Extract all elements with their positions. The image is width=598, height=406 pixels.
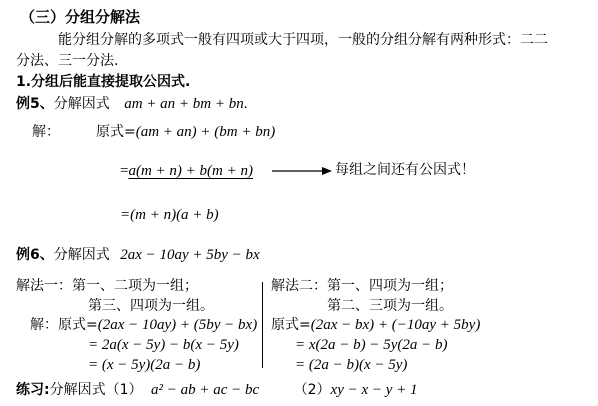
example-5-step-2 [120,162,253,180]
method-2-step-1 [271,316,480,334]
example-6-heading [16,246,260,264]
original-expression-label: 原式= [96,124,136,140]
section-title: （三）分组分解法 [20,8,141,26]
method-2-step-3: = (2a − b)(x − 5y) [295,357,408,373]
method-1-step-1-math: (2ax − 10ay) + (5by − bx) [97,317,258,333]
practice-label: 练习: [16,382,50,398]
intro-line-1: 能分组分解的多项式一般有四项或大于四项，一般的分组分解有两种形式：二二 [58,32,548,48]
example-6-prompt: 分解因式 [53,247,110,263]
example-5-solution-label: 解： [32,124,60,140]
method-2-step-1-math: (2ax − bx) + (−10ay + 5by) [310,317,481,333]
practice-expression-2: xy − x − y + 1 [330,382,418,398]
arrow-right-icon [270,163,334,179]
practice-prompt: 分解因式（1） [49,382,143,398]
method-1-step-2: = 2a(x − 5y) − b(x − 5y) [88,337,239,353]
method-2-solution-label: 原式= [271,317,311,333]
intro-line-2: 分法、三一分法. [16,53,119,69]
subheading: 1.分组后能直接提取公因式. [16,74,191,90]
example-5-step-2-equals: = [120,163,129,179]
example-5-label: 例5、 [16,96,54,112]
method-2-subheading: 第二、三项为一组。 [327,298,453,314]
example-5-prompt: 分解因式 [53,96,110,112]
example-5-period: . [243,96,248,112]
example-5-step-3: =(m + n)(a + b) [120,207,219,223]
example-6-expression: 2ax − 10ay + 5by − bx [120,247,260,263]
method-2-step-2: = x(2a − b) − 5y(2a − b) [295,337,448,353]
method-2-heading: 解法二：第一、四项为一组； [271,278,453,294]
example-5-step-1-math: (am + an) + (bm + bn) [135,124,276,140]
example-5-heading [16,95,247,113]
example-5-note: 每组之间还有公因式！ [335,162,475,178]
method-1-heading: 解法一：第一、二项为一组； [16,278,198,294]
method-1-step-1 [30,316,257,334]
example-5-step-2-math: a(m + n) + b(m + n) [128,163,253,179]
example-5-expression: am + an + bm + bn [124,96,244,112]
practice-number-2: （2） [293,382,331,398]
practice-expression-1: a² − ab + ac − bc [150,382,260,398]
method-1-solution-label: 解：原式= [30,317,98,333]
example-5-step-1 [96,123,275,141]
method-1-subheading: 第三、四项为一组。 [88,298,214,314]
practice-line [16,381,418,399]
example-6-label: 例6、 [16,247,54,263]
method-divider [262,282,263,368]
method-1-step-3: = (x − 5y)(2a − b) [88,357,201,373]
